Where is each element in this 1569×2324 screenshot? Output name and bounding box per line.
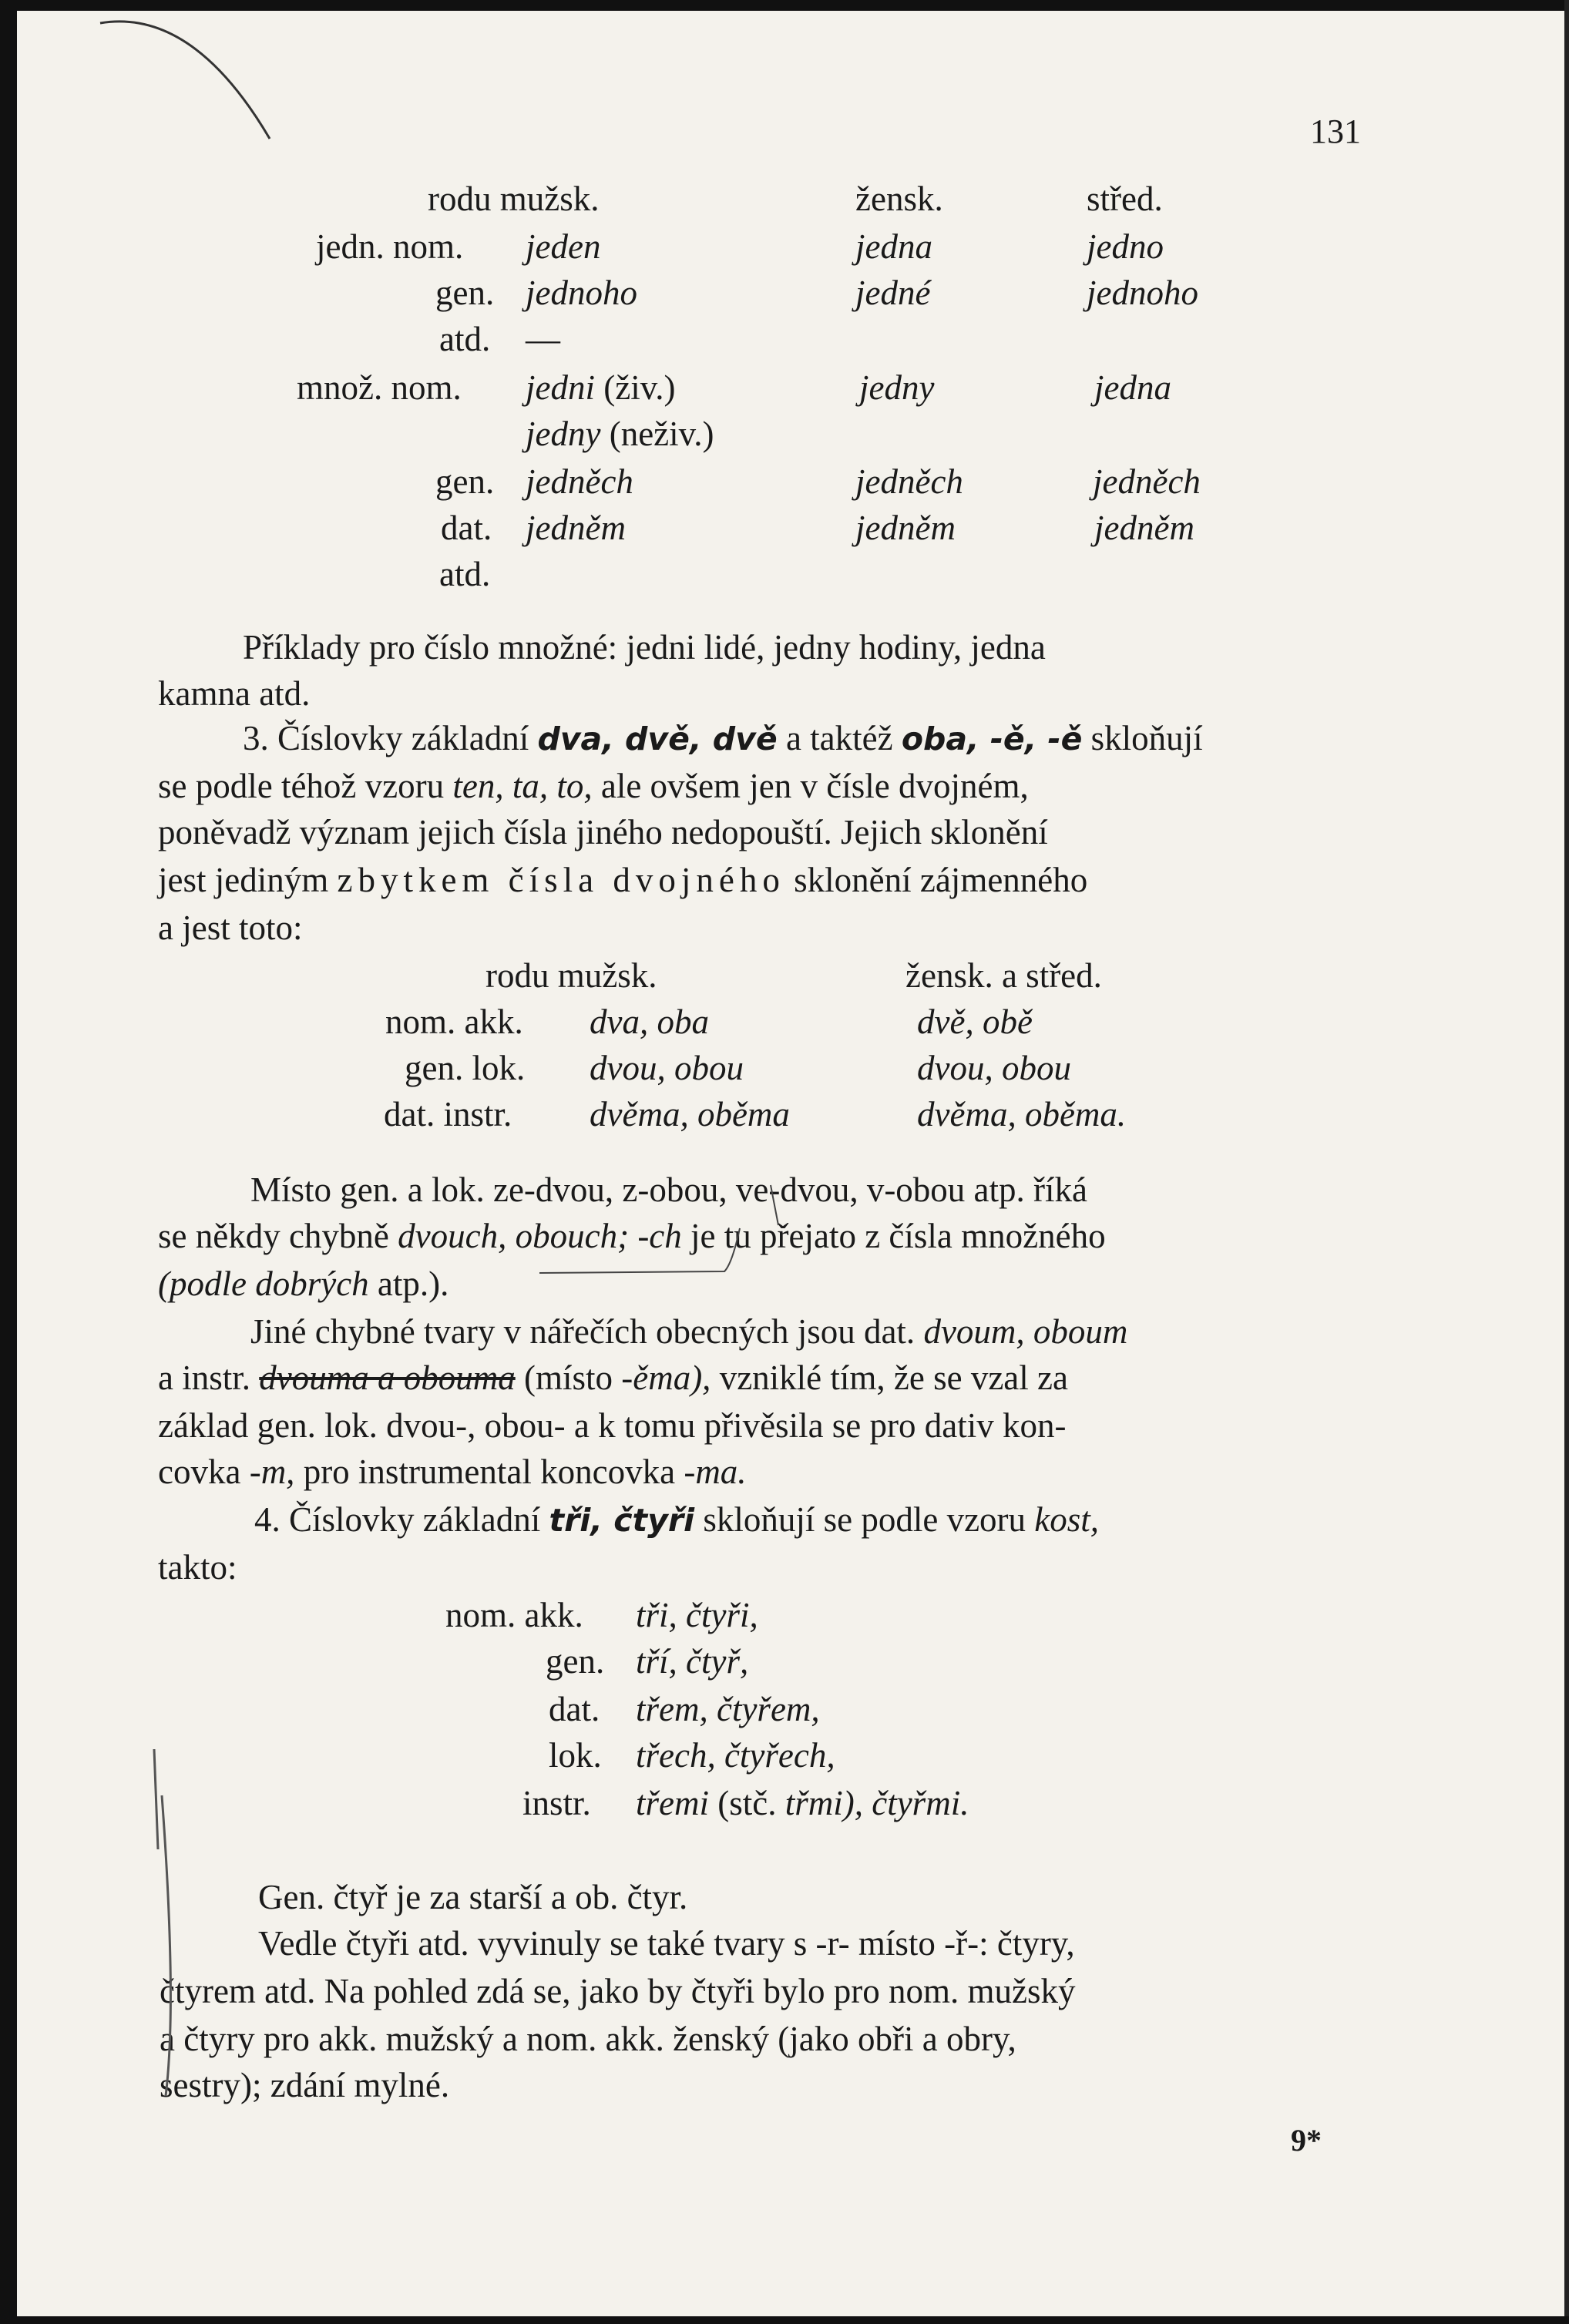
underline-pencil-stroke (539, 1228, 740, 1273)
table1-row-label: gen. (435, 274, 495, 312)
section3-line3: poněvadž význam jejich čísla jiného nedopouští. Jejich sklonění (158, 813, 1048, 851)
paragraph-line: čtyrem atd. Na pohled zdá se, jako by čtyři bylo pro nom. mužský (160, 1972, 1076, 2010)
table1-cell: jedněm (526, 509, 626, 547)
table1-cell: jedna (1094, 368, 1171, 407)
table2-cell: dvěma, oběma (590, 1095, 790, 1133)
table2-cell: dva, oba (590, 1002, 709, 1041)
margin-pencil-line (162, 1795, 170, 2096)
paragraph-line: Příklady pro číslo množné: jedni lidé, jedny hodiny, jedna (243, 628, 1046, 667)
table1-cell-with-note: jedny (neživ.) (526, 415, 714, 453)
paragraph-line: základ gen. lok. dvou-, obou- a k tomu přivěsila se pro dativ kon- (158, 1406, 1067, 1445)
paragraph-line: a instr. dvouma a obouma (místo -ěma), vzniklé tím, že se vzal za (158, 1358, 1068, 1397)
table1-cell: jedněch (526, 462, 633, 501)
table1-cell: jeden (526, 227, 601, 266)
table1-row-label: atd. (439, 555, 491, 593)
table1-header-n: střed. (1087, 180, 1163, 218)
paragraph-line: Jiné chybné tvary v nářečích obecných jsou dat. dvoum, oboum (250, 1312, 1128, 1351)
paragraph-line: (podle dobrých atp.). (158, 1264, 449, 1303)
table1-cell: jedny (859, 368, 935, 407)
table1-cell: jedněch (855, 462, 963, 501)
table3-cell: tří, čtyř, (636, 1642, 749, 1681)
paragraph-line: sestry); zdání mylné. (160, 2066, 450, 2104)
table1-row-label: množ. nom. (297, 368, 462, 407)
table3-cell: třem, čtyřem, (636, 1690, 820, 1728)
table2-header-m: rodu mužsk. (485, 956, 657, 995)
corner-pencil-stroke (100, 22, 270, 139)
table1-row-label: gen. (435, 462, 495, 501)
table2-cell: dvěma, oběma. (917, 1095, 1127, 1133)
paragraph-line: covka -m, pro instrumental koncovka -ma. (158, 1452, 747, 1491)
table3-cell: tři, čtyři, (636, 1596, 758, 1634)
table1-cell: jedněch (1093, 462, 1201, 501)
paragraph-line: kamna atd. (158, 674, 311, 713)
table1-cell-with-note: jedni (živ.) (526, 368, 676, 407)
table3-cell: třech, čtyřech, (636, 1736, 835, 1775)
table1-cell: jedněm (855, 509, 956, 547)
table1-header-rod: rodu mužsk. (428, 180, 600, 218)
table2-row-label: nom. akk. (385, 1002, 523, 1041)
table1-row-label: jedn. nom. (316, 227, 464, 266)
section3-line2: se podle téhož vzoru ten, ta, to, ale ovšem jen v čísle dvojném, (158, 767, 1029, 805)
table1-row-label: dat. (441, 509, 492, 547)
table3-row-label: nom. akk. (445, 1596, 583, 1634)
signature-mark: 9* (1291, 2123, 1322, 2158)
table1-cell: jedněm (1094, 509, 1194, 547)
section4-line2: takto: (158, 1548, 237, 1587)
table1-row-label: atd. (439, 320, 491, 358)
table1-header-f: žensk. (855, 180, 943, 218)
table3-row-label: gen. (546, 1642, 605, 1681)
paragraph-line: Místo gen. a lok. ze-dvou, z-obou, ve-dvou, v-obou atp. říká (250, 1170, 1087, 1209)
margin-pencil-line (771, 1185, 778, 1225)
table1-cell: jednoho (526, 274, 637, 312)
table2-header-fn: žensk. a střed. (905, 956, 1102, 995)
paragraph-line: Vedle čtyři atd. vyvinuly se také tvary s -r- místo -ř-: čtyry, (258, 1924, 1075, 1963)
section3-line4: jest jediným zbytkem čísla dvojného sklonění zájmenného (158, 861, 1088, 899)
table2-cell: dvě, obě (917, 1002, 1033, 1041)
table3-row-label: dat. (549, 1690, 600, 1728)
paragraph-line: a čtyry pro akk. mužský a nom. akk. ženský (jako obři a obry, (160, 2020, 1016, 2058)
table1-cell: jedné (855, 274, 931, 312)
table2-row-label: dat. instr. (384, 1095, 512, 1133)
table2-cell: dvou, obou (917, 1049, 1071, 1087)
table2-cell: dvou, obou (590, 1049, 744, 1087)
section3-line5: a jest toto: (158, 908, 303, 947)
paragraph-line: Gen. čtyř je za starší a ob. čtyr. (258, 1878, 688, 1916)
paragraph-line: se někdy chybně dvouch, obouch; -ch je tu přejato z čísla množného (158, 1217, 1106, 1255)
table2-row-label: gen. lok. (405, 1049, 526, 1087)
table3-cell: třemi (stč. třmi), čtyřmi. (636, 1784, 969, 1822)
page-number: 131 (1310, 113, 1361, 150)
section3-line1: 3. Číslovky základní dva, dvě, dvě a taktéž oba, -ě, -ě skloňují (243, 719, 1203, 757)
table1-cell: — (526, 320, 560, 358)
table1-cell: jednoho (1087, 274, 1198, 312)
table1-cell: jedno (1087, 227, 1164, 266)
table3-row-label: instr. (522, 1784, 591, 1822)
table3-row-label: lok. (549, 1736, 602, 1775)
table1-cell: jedna (855, 227, 932, 266)
margin-pencil-line (154, 1749, 158, 1849)
section4-line1: 4. Číslovky základní tři, čtyři skloňují se podle vzoru kost, (254, 1500, 1100, 1539)
